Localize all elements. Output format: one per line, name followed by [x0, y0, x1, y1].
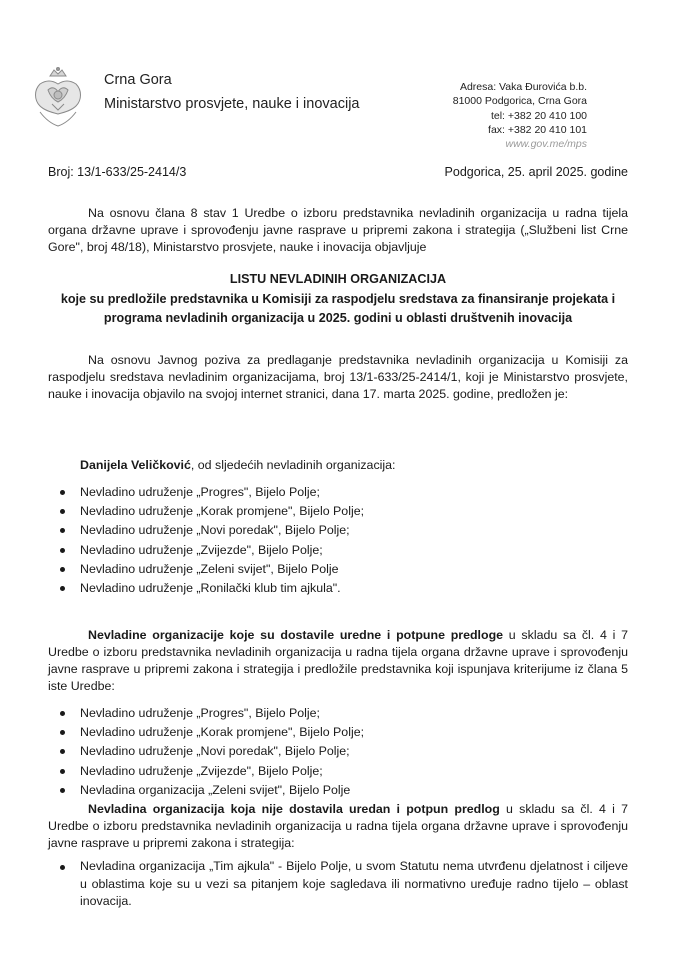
list-item: Nevladino udruženje „Zvijezde", Bijelo Polje; — [52, 541, 628, 560]
list-item: Nevladino udruženje „Zvijezde", Bijelo Polje; — [52, 762, 628, 781]
document-title: LISTU NEVLADINIH ORGANIZACIJA — [229, 272, 447, 286]
list-item: Nevladino udruženje „Novi poredak", Bijelo Polje; — [52, 742, 628, 761]
fax-line: fax: +382 20 410 101 — [488, 123, 587, 136]
reference-number: Broj: 13/1-633/25-2414/3 — [48, 165, 187, 179]
candidate-name: Danijela Veličković — [80, 458, 191, 472]
complete-org-list — [52, 704, 628, 800]
complete-proposals-heading: Nevladine organizacije koje su dostavile uredne i potpune predloge — [88, 628, 504, 642]
call-paragraph: Na osnovu Javnog poziva za predlaganje predstavnika nevladinih organizacija u Komisiji za raspodjelu sredstava nevladinim organizacijama, broj 13/1-633/25-2414/1, koji je Ministarstvo prosvjete, nauke i inovacija objavilo na svojoj internet stranici, dana 17. marta 2025. godine, predložen je: — [48, 353, 628, 401]
list-item: Nevladino udruženje „Korak promjene", Bijelo Polje; — [52, 723, 628, 742]
list-item: Nevladino udruženje „Ronilački klub tim ajkula". — [52, 579, 628, 598]
list-item: Nevladina organizacija „Zeleni svijet", Bijelo Polje — [52, 781, 628, 800]
country-name: Crna Gora — [104, 72, 172, 88]
list-item: Nevladino udruženje „Zeleni svijet", Bijelo Polje — [52, 560, 628, 579]
candidate-line — [80, 457, 628, 474]
complete-proposals-paragraph — [48, 627, 628, 695]
candidate-suffix: , od sljedećih nevladinih organizacija: — [190, 458, 396, 472]
address-line: 81000 Podgorica, Crna Gora — [452, 95, 587, 108]
incomplete-proposal-text: u skladu sa čl. 4 i 7 Uredbe o izboru predstavnika nevladinih organizacija u radna tijela organa državne uprave i sprovođenju javne rasprave u pripremi zakona i strategija: — [48, 802, 628, 850]
address-block — [453, 80, 587, 151]
incomplete-proposal-paragraph — [48, 801, 628, 852]
list-item: Nevladino udruženje „Progres", Bijelo Polje; — [52, 704, 628, 723]
complete-proposals-text: u skladu sa čl. 4 i 7 Uredbe o izboru predstavnika nevladinih organizacija u radna tijela organa državne uprave i sprovođenju javne rasprave u pripremi zakona i strategija i predložile predstavnika koji ispunjava kriterijume iz člana 5 iste Uredbe: — [48, 628, 629, 693]
phone-line: tel: +382 20 410 100 — [490, 109, 587, 122]
incomplete-org-list — [52, 858, 628, 911]
coat-of-arms-icon — [30, 66, 86, 128]
list-item: Nevladino udruženje „Progres", Bijelo Polje; — [52, 483, 628, 502]
list-item: Nevladina organizacija „Tim ajkula" - Bijelo Polje, u svom Statutu nema utvrđenu djelatnost i ciljeve u oblastima koje su u vezi sa pitanjem koje sagledava ili normativno uređuje radno tijelo – oblast inovacija. — [52, 858, 628, 911]
incomplete-proposal-heading: Nevladina organizacija koja nije dostavila uredan i potpun predlog — [88, 802, 500, 816]
intro-paragraph: Na osnovu člana 8 stav 1 Uredbe o izboru predstavnika nevladinih organizacija u radna tijela organa državne uprave i sprovođenju javne rasprave u pripremi zakona i strategija („Službeni list Crne Gore", broj 48/18), Ministarstvo prosvjete, nauke i inovacija objavljuje — [48, 206, 628, 254]
candidate-org-list — [52, 483, 628, 598]
place-date: Podgorica, 25. april 2025. godine — [444, 165, 628, 179]
letterhead — [0, 0, 679, 160]
list-item: Nevladino udruženje „Korak promjene", Bijelo Polje; — [52, 502, 628, 521]
ministry-name: Ministarstvo prosvjete, nauke i inovacija — [104, 96, 360, 112]
website-link[interactable]: www.gov.me/mps — [505, 138, 587, 151]
document-subtitle: koje su predložile predstavnika u Komisiji za raspodjelu sredstava za finansiranje projekata i programa nevladinih organizacija u 2025. godini u oblasti društvenih inovacija — [60, 292, 616, 325]
address-line: Adresa: Vaka Đurovića b.b. — [459, 81, 587, 93]
list-item: Nevladino udruženje „Novi poredak", Bijelo Polje; — [52, 521, 628, 540]
